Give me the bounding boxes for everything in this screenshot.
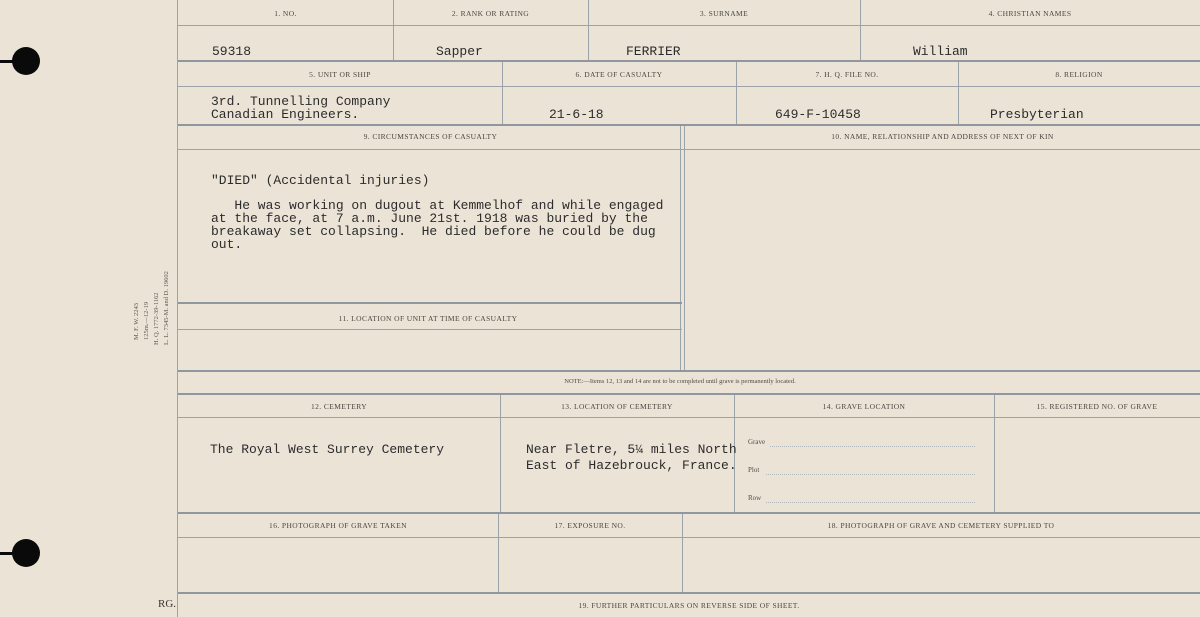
label-location-unit: 11. LOCATION OF UNIT AT TIME OF CASUALTY xyxy=(338,314,518,323)
circumstances-line-2: at the face, at 7 a.m. June 21st. 1918 was buried by the xyxy=(211,211,648,226)
form-code-3: H. Q. 1772-39-1162 xyxy=(153,292,160,345)
label-exposure: 17. EXPOSURE NO. xyxy=(554,521,626,530)
label-rank: 2. RANK OR RATING xyxy=(451,9,530,18)
punch-hole-bottom-mark xyxy=(0,552,16,555)
rule xyxy=(178,124,1200,126)
rule xyxy=(178,86,1200,87)
punch-hole-top-mark xyxy=(0,60,16,63)
rule xyxy=(958,62,959,124)
rule xyxy=(393,0,394,60)
circumstances-line-4: out. xyxy=(211,237,243,252)
label-circumstances: 9. CIRCUMSTANCES OF CASUALTY xyxy=(363,132,498,141)
rule xyxy=(736,62,737,124)
rule xyxy=(994,395,995,512)
rule xyxy=(178,370,1200,372)
rule xyxy=(178,537,1200,538)
rule xyxy=(178,417,1200,418)
grave-label: Grave xyxy=(748,438,766,446)
label-photo-taken: 16. PHOTOGRAPH OF GRAVE TAKEN xyxy=(269,521,407,530)
value-cemetery-location-line1: Near Fletre, 5¼ miles North xyxy=(526,442,737,457)
label-surname: 3. SURNAME xyxy=(699,9,749,18)
value-file-no: 649-F-10458 xyxy=(775,107,861,122)
form-code-1: M. F. W. 2243 xyxy=(133,302,140,340)
rule xyxy=(178,302,682,304)
rule xyxy=(178,149,1200,150)
value-surname: FERRIER xyxy=(626,44,681,59)
rule xyxy=(766,502,975,503)
label-file-no: 7. H. Q. FILE NO. xyxy=(815,70,879,79)
value-cemetery: The Royal West Surrey Cemetery xyxy=(210,442,445,457)
rule xyxy=(178,393,1200,395)
value-no: 59318 xyxy=(212,44,252,59)
footer-note: 19. FURTHER PARTICULARS ON REVERSE SIDE OF SHEET. xyxy=(578,601,800,610)
rule xyxy=(770,446,975,447)
label-unit: 5. UNIT OR SHIP xyxy=(309,70,371,79)
rule xyxy=(178,25,1200,26)
value-christian-names: William xyxy=(913,44,968,59)
value-cemetery-location-line2: East of Hazebrouck, France. xyxy=(526,458,737,473)
label-no: 1. NO. xyxy=(274,9,297,18)
rule xyxy=(684,126,685,372)
label-next-of-kin: 10. NAME, RELATIONSHIP AND ADDRESS OF NEXT OF KIN xyxy=(831,132,1054,141)
value-date: 21-6-18 xyxy=(549,107,604,122)
value-rank: Sapper xyxy=(436,44,483,59)
rule xyxy=(178,592,1200,594)
rule xyxy=(502,62,503,124)
value-religion: Presbyterian xyxy=(990,107,1084,122)
label-date: 6. DATE OF CASUALTY xyxy=(575,70,663,79)
circumstances-line-1: He was working on dugout at Kemmelhof and while engaged xyxy=(211,198,664,213)
label-cemetery: 12. CEMETERY xyxy=(310,402,368,411)
label-cemetery-location: 13. LOCATION OF CEMETERY xyxy=(561,402,673,411)
value-unit-line2: Canadian Engineers. xyxy=(211,107,360,122)
rule xyxy=(680,126,681,372)
label-grave-location: 14. GRAVE LOCATION xyxy=(822,402,906,411)
rule xyxy=(178,329,682,330)
label-christian-names: 4. CHRISTIAN NAMES xyxy=(988,9,1072,18)
row-label: Row xyxy=(748,494,762,502)
value-unit-line1: 3rd. Tunnelling Company xyxy=(211,94,391,109)
rule xyxy=(588,0,589,60)
rule xyxy=(682,514,683,592)
plot-label: Plot xyxy=(748,466,760,474)
form-code-2: 125m.—12-19 xyxy=(143,301,150,340)
label-registered-no: 15. REGISTERED NO. OF GRAVE xyxy=(1036,402,1158,411)
rule xyxy=(500,395,501,512)
label-religion: 8. RELIGION xyxy=(1055,70,1103,79)
label-photo-supplied: 18. PHOTOGRAPH OF GRAVE AND CEMETERY SUPPLIED TO xyxy=(827,521,1055,530)
rule xyxy=(178,512,1200,514)
rule xyxy=(178,60,1200,62)
rule xyxy=(498,514,499,592)
circumstances-line-3: breakaway set collapsing. He died before he could be dug xyxy=(211,224,656,239)
circumstances-title: "DIED" (Accidental injuries) xyxy=(211,173,430,188)
note-text: NOTE:—Items 12, 13 and 14 are not to be completed until grave is permanently located. xyxy=(564,378,796,385)
form-code-4: L. L. 7345-M. and D. 19602 xyxy=(163,271,170,345)
punch-hole-bottom xyxy=(12,539,40,567)
rule xyxy=(860,0,861,60)
rule xyxy=(766,474,975,475)
punch-hole-top xyxy=(12,47,40,75)
rg-mark: RG. xyxy=(158,598,177,610)
